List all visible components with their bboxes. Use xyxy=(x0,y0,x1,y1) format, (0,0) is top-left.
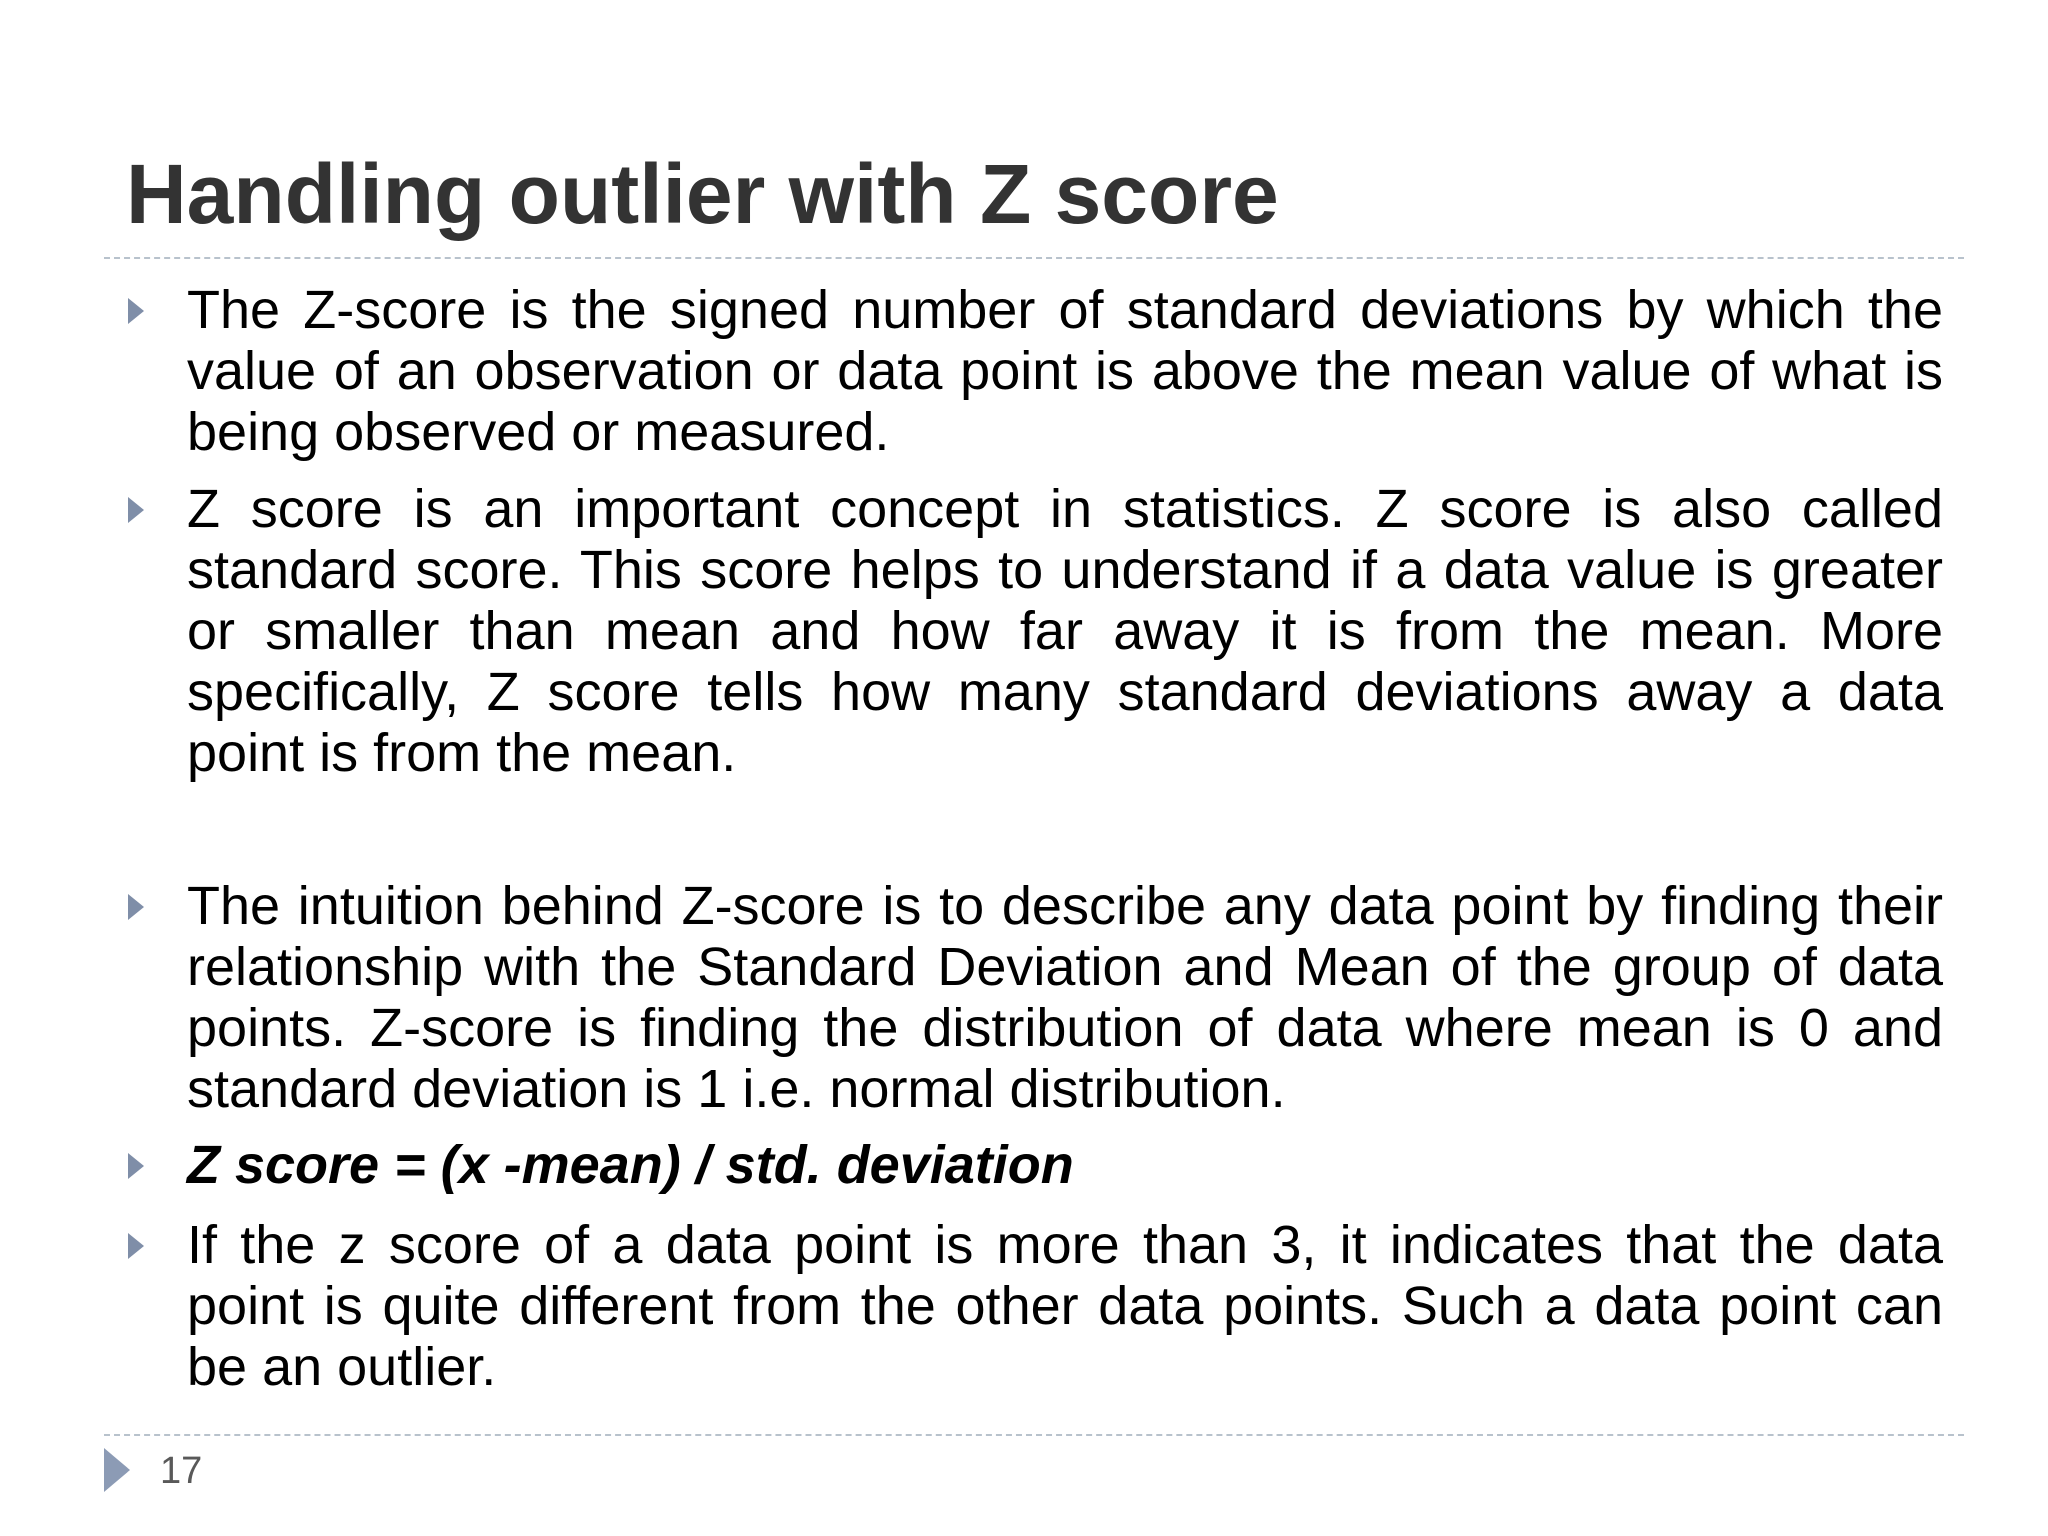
bullet-text: Z score is an important concept in statistics. Z score is also called standard score. This score helps to understand if a data value is greater or smaller than mean and how far away it is from the mean. More specifically, Z score tells how many standard deviations away a data point is from the mean. xyxy=(187,479,1943,783)
page-number: 17 xyxy=(160,1450,203,1492)
triangle-bullet-icon xyxy=(128,894,144,920)
footer-divider xyxy=(104,1434,1964,1436)
bullet-text: If the z score of a data point is more than 3, it indicates that the data point is quite different from the other data points. Such a data point can be an outlier. xyxy=(187,1215,1943,1397)
bullet-text: The intuition behind Z-score is to describe any data point by finding their relationship with the Standard Deviation and Mean of the group of data points. Z-score is finding the distribution of data where mean is 0 and standard deviation is 1 i.e. normal distribution. xyxy=(187,876,1943,1119)
triangle-footer-icon xyxy=(104,1448,130,1492)
slide-title: Handling outlier with Z score xyxy=(126,147,1279,241)
z-score-formula: Z score = (x -mean) / std. deviation xyxy=(187,1135,1074,1195)
triangle-bullet-icon xyxy=(128,497,144,523)
triangle-bullet-icon xyxy=(128,1153,144,1179)
triangle-bullet-icon xyxy=(128,1233,144,1259)
triangle-bullet-icon xyxy=(128,298,144,324)
title-divider xyxy=(104,257,1964,259)
bullet-text: The Z-score is the signed number of standard deviations by which the value of an observation or data point is above the mean value of what is being observed or measured. xyxy=(187,280,1943,462)
